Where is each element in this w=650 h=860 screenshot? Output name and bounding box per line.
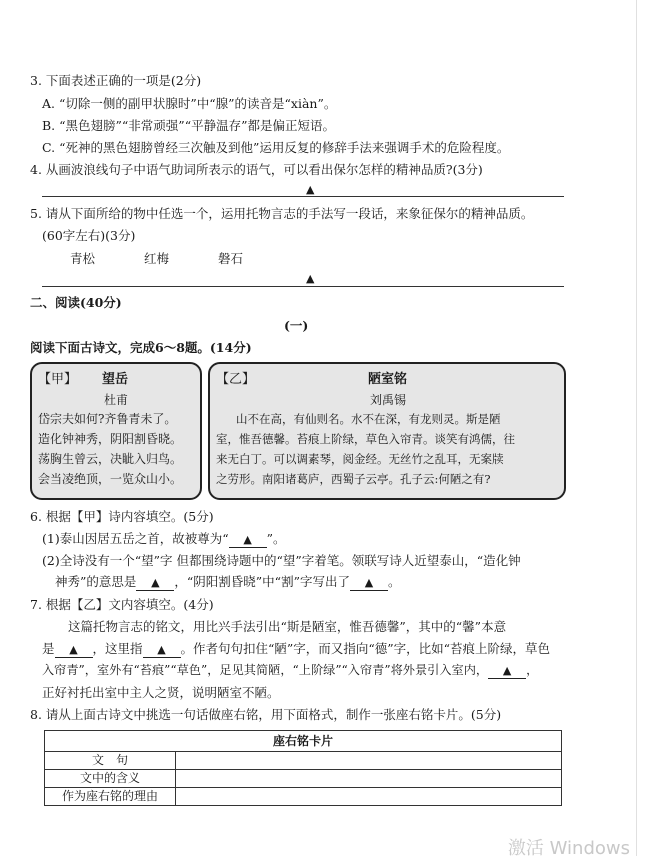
page-edge-line xyxy=(636,0,637,856)
q5-stem-line1: 5. 请从下面所给的物中任选一个，运用托物言志的手法写一段话，来象征保尔的精神品质。 xyxy=(30,206,533,222)
q7-line3-b: ， xyxy=(526,663,538,677)
q4-stem: 4. 从画波浪线句子中语气助词所表示的语气，可以看出保尔怎样的精神品质?(3分) xyxy=(30,162,483,178)
q7-line2-a: 是 xyxy=(42,641,55,656)
poem-yi-author: 刘禹锡 xyxy=(370,393,406,408)
q3-stem: 3. 下面表述正确的一项是(2分) xyxy=(30,73,201,89)
q7-stem: 7. 根据【乙】文内容填空。(4分) xyxy=(30,597,214,613)
q5-stem-line2: (60字左右)(3分) xyxy=(42,228,135,244)
motto-card-input-meaning[interactable] xyxy=(176,770,562,788)
motto-card-title: 座右铭卡片 xyxy=(45,731,562,752)
poem-jia-line-1: 岱宗夫如何?齐鲁青未了。 xyxy=(38,412,176,427)
poem-jia-line-2: 造化钟神秀，阴阳割昏晓。 xyxy=(38,432,182,447)
q6-stem: 6. 根据【甲】诗内容填空。(5分) xyxy=(30,509,214,525)
motto-card-label-sentence: 文 句 xyxy=(45,752,176,770)
poem-jia-author: 杜甫 xyxy=(104,393,128,408)
q6-blank-2[interactable]: ▲ xyxy=(136,576,174,591)
q7-line3 xyxy=(42,663,538,679)
q7-blank-2[interactable]: ▲ xyxy=(143,643,181,658)
motto-card-table xyxy=(44,730,562,806)
q6-blank-1[interactable]: ▲ xyxy=(229,533,267,548)
q6-sub2-text-d: 。 xyxy=(388,574,401,589)
q7-line4: 正好衬托出室中主人之贤，说明陋室不陋。 xyxy=(42,685,280,701)
q3-option-a: A. “切除一侧的副甲状腺时”中“腺”的读音是“xiàn”。 xyxy=(42,96,336,112)
q4-answer-line[interactable] xyxy=(42,196,564,197)
q7-blank-1[interactable]: ▲ xyxy=(55,643,93,658)
poem-jia-box xyxy=(30,362,202,500)
reading-intro: 阅读下面古诗文，完成6～8题。(14分) xyxy=(30,340,252,356)
poem-yi-box xyxy=(208,362,566,500)
q7-line3-a: 入帘青”，室外有“苔痕”“草色”，足见其简陋，“上阶绿”“入帘青”将外景引入室内， xyxy=(42,663,488,677)
q5-item-panshi: 磐石 xyxy=(218,251,243,267)
poem-yi-line-4: 之劳形。南阳诸葛庐，西蜀子云亭。孔子云:何陋之有? xyxy=(216,472,491,486)
q7-line2-c: 。作者句句扣住“陋”字，而又指向“德”字，比如“苔痕上阶绿，草色 xyxy=(181,641,550,656)
q6-blank-3[interactable]: ▲ xyxy=(350,576,388,591)
q7-blank-3[interactable]: ▲ xyxy=(488,664,526,679)
q6-sub2-line2 xyxy=(55,574,400,591)
poem-jia-tag: 【甲】 xyxy=(38,372,77,388)
poem-yi-title: 陋室铭 xyxy=(368,372,407,388)
q6-sub1-text-a: (1)泰山因居五岳之首，故被尊为“ xyxy=(42,531,229,546)
poem-jia-line-3: 荡胸生曾云，决眦入归鸟。 xyxy=(38,452,182,467)
poem-jia-title: 望岳 xyxy=(102,372,128,388)
motto-card-label-reason: 作为座右铭的理由 xyxy=(45,788,176,806)
poem-yi-tag: 【乙】 xyxy=(216,372,255,388)
q4-answer-mark: ▲ xyxy=(306,183,314,197)
q7-line2 xyxy=(42,641,550,658)
motto-card-input-sentence[interactable] xyxy=(176,752,562,770)
motto-card-label-meaning: 文中的含义 xyxy=(45,770,176,788)
q6-sub1 xyxy=(42,531,286,548)
poem-yi-line-1: 山不在高，有仙则名。水不在深，有龙则灵。斯是陋 xyxy=(236,412,501,426)
motto-card-input-reason[interactable] xyxy=(176,788,562,806)
q6-sub2-text-b: 神秀”的意思是 xyxy=(55,574,136,589)
q5-item-hongmei: 红梅 xyxy=(144,251,169,267)
section2-title: 二、阅读(40分) xyxy=(30,295,122,311)
poem-jia-line-4: 会当凌绝顶，一览众山小。 xyxy=(38,472,182,487)
q6-sub2-line1: (2)全诗没有一个“望”字 但都围绕诗题中的“望”字着笔。领联写诗人近望泰山，“造化钟 xyxy=(42,553,521,569)
section2-subtitle: (一) xyxy=(284,318,308,334)
q5-item-qingsong: 青松 xyxy=(70,251,95,267)
q3-option-c: C. “死神的黑色翅膀曾经三次触及到他”运用反复的修辞手法来强调手术的危险程度。 xyxy=(42,140,509,156)
q6-sub2-text-c: ，“阴阳割昏晓”中“割”字写出了 xyxy=(174,574,350,589)
q7-line1: 这篇托物言志的铭文，用比兴手法引出“斯是陋室，惟吾德馨”，其中的“馨”本意 xyxy=(68,619,506,635)
q7-line2-b: ，这里指 xyxy=(93,641,143,656)
q5-answer-mark: ▲ xyxy=(306,272,314,286)
poem-yi-line-2: 室，惟吾德馨。苔痕上阶绿，草色入帘青。谈笑有鸿儒，往 xyxy=(216,432,515,446)
windows-activation-watermark: 激活 Windows xyxy=(508,838,630,860)
q5-answer-line[interactable] xyxy=(42,286,564,287)
q8-stem: 8. 请从上面古诗文中挑选一句话做座右铭，用下面格式，制作一张座右铭卡片。(5分) xyxy=(30,707,501,723)
poem-yi-line-3: 来无白丁。可以调素琴，阅金经。无丝竹之乱耳，无案牍 xyxy=(216,452,504,466)
q3-option-b: B. “黑色翅膀”“非常顽强”“平静温存”都是偏正短语。 xyxy=(42,118,335,134)
q6-sub1-text-b: ”。 xyxy=(267,531,286,546)
